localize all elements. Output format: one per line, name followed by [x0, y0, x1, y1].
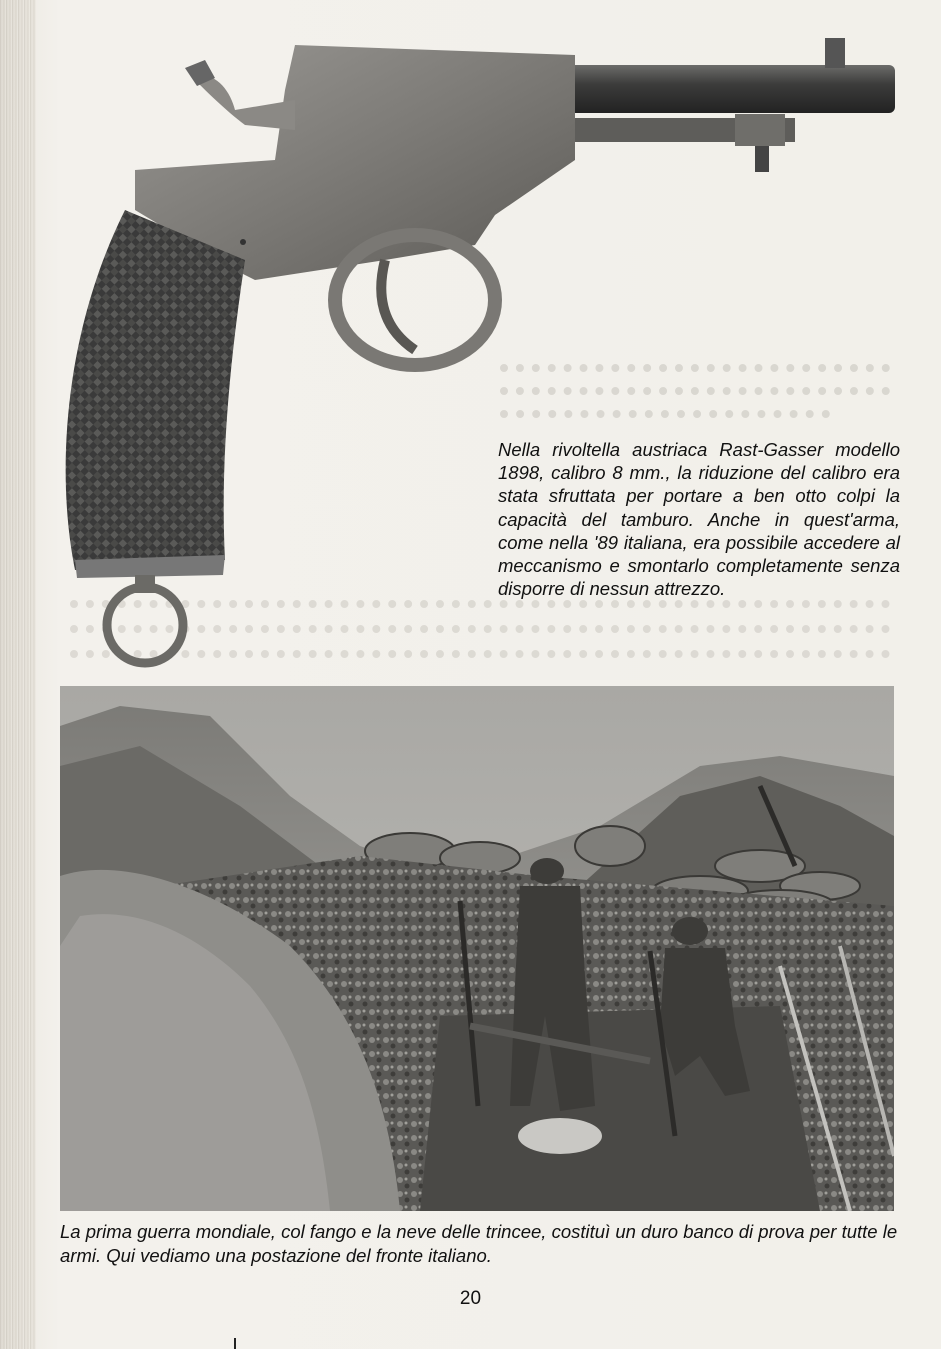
page-number: 20: [459, 1288, 482, 1309]
trench-photo: [60, 686, 894, 1211]
page-edges: [0, 0, 36, 1349]
binding-mark: [234, 1338, 236, 1349]
trench-caption: La prima guerra mondiale, col fango e la neve delle trincee, costituì un duro banco di prova per tutte le armi. Qui vediamo una postazione del fronte italiano.: [60, 1221, 898, 1266]
revolver-caption: Nella rivoltella austriaca Rast-Gasser modello 1898, calibro 8 mm., la riduzione del calibro era stata sfruttata per portare a ben otto colpi la capacità del tamburo. Anche in quest'arma, come nella '89 italiana, era possibile accedere al meccanismo e smontarlo completamente senza disporre di nessun attrezzo.: [498, 439, 900, 600]
trench-photo-graphic: [60, 686, 894, 1211]
